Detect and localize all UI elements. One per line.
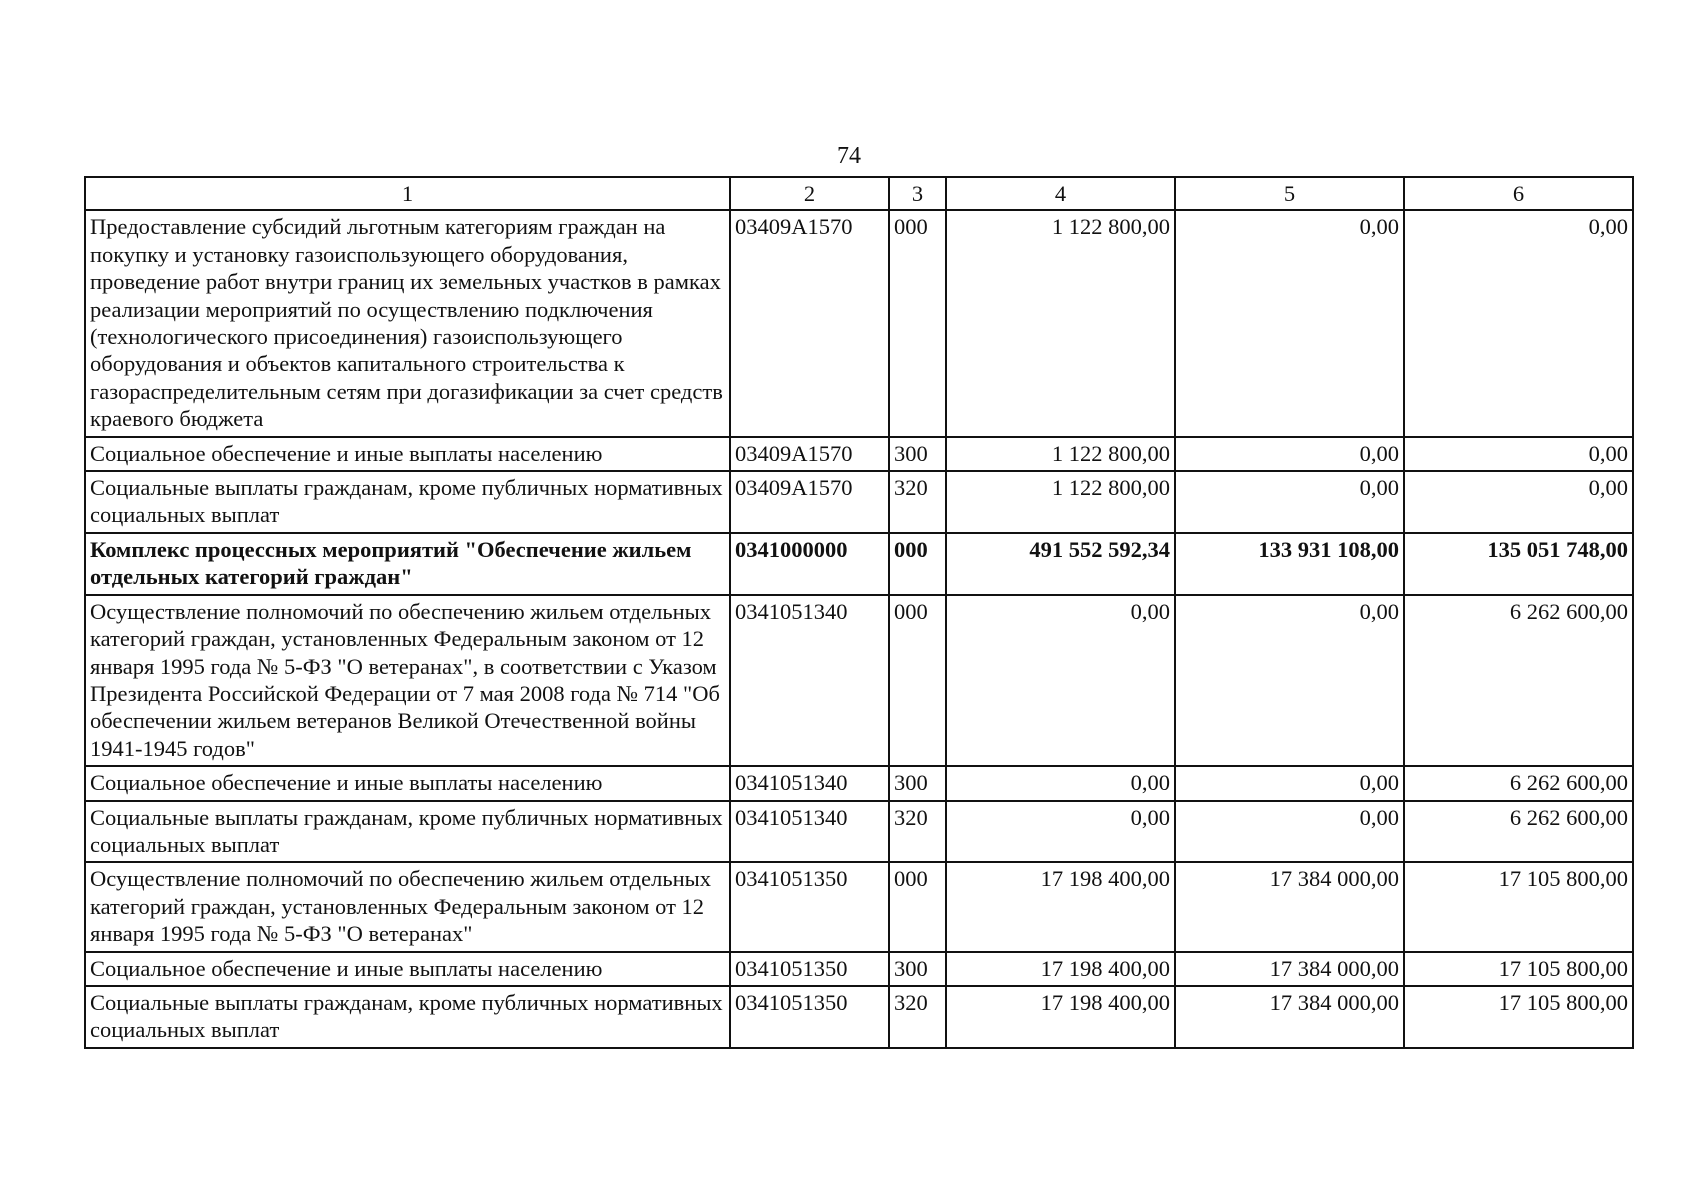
- table-row-section: [85, 533, 1633, 595]
- row-code: 0341051350: [730, 986, 889, 1048]
- row-name: Комплекс процессных мероприятий "Обеспечение жильем отдельных категорий граждан": [85, 533, 730, 595]
- row-name: Социальные выплаты гражданам, кроме публичных нормативных социальных выплат: [85, 986, 730, 1048]
- row-code: 0341000000: [730, 533, 889, 595]
- row-code: 0341051340: [730, 595, 889, 766]
- row-amount-col6: 6 262 600,00: [1404, 801, 1633, 863]
- row-amount-col5: 0,00: [1175, 801, 1404, 863]
- row-code: 0341051350: [730, 862, 889, 951]
- row-amount-col5: 17 384 000,00: [1175, 862, 1404, 951]
- row-code: 0341051340: [730, 766, 889, 800]
- row-amount-col4: 0,00: [946, 801, 1175, 863]
- table-header-row: [85, 177, 1633, 210]
- row-amount-col5: 0,00: [1175, 766, 1404, 800]
- row-amount-col4: 1 122 800,00: [946, 210, 1175, 436]
- row-expense-type: 320: [889, 471, 946, 533]
- row-expense-type: 000: [889, 533, 946, 595]
- row-name: Социальное обеспечение и иные выплаты населению: [85, 437, 730, 471]
- row-name: Социальные выплаты гражданам, кроме публичных нормативных социальных выплат: [85, 471, 730, 533]
- row-amount-col6: 0,00: [1404, 471, 1633, 533]
- row-code: 0341051340: [730, 801, 889, 863]
- column-header-1: 1: [85, 177, 730, 210]
- table-row: [85, 437, 1633, 471]
- row-expense-type: 000: [889, 862, 946, 951]
- row-expense-type: 320: [889, 801, 946, 863]
- row-amount-col5: 17 384 000,00: [1175, 952, 1404, 986]
- row-expense-type: 320: [889, 986, 946, 1048]
- row-amount-col4: 491 552 592,34: [946, 533, 1175, 595]
- row-code: 03409A1570: [730, 437, 889, 471]
- page-number: 74: [837, 143, 861, 169]
- row-amount-col5: 0,00: [1175, 210, 1404, 436]
- row-code: 03409A1570: [730, 210, 889, 436]
- row-amount-col5: 0,00: [1175, 471, 1404, 533]
- table-row: [85, 471, 1633, 533]
- row-amount-col4: 17 198 400,00: [946, 862, 1175, 951]
- row-amount-col6: 6 262 600,00: [1404, 595, 1633, 766]
- row-amount-col6: 17 105 800,00: [1404, 862, 1633, 951]
- row-name: Осуществление полномочий по обеспечению жильем отдельных категорий граждан, установленных Федеральным законом от 12 января 1995 года № 5-ФЗ "О ветеранах", в соответствии с Указом Президента Российской Федерации от 7 мая 2008 года № 714 "Об обеспечении жильем ветеранов Великой Отечественной войны 1941-1945 годов": [85, 595, 730, 766]
- table-row: [85, 595, 1633, 766]
- column-header-4: 4: [946, 177, 1175, 210]
- table-row: [85, 766, 1633, 800]
- row-name: Социальное обеспечение и иные выплаты населению: [85, 952, 730, 986]
- column-header-5: 5: [1175, 177, 1404, 210]
- row-expense-type: 300: [889, 952, 946, 986]
- row-amount-col6: 135 051 748,00: [1404, 533, 1633, 595]
- table-row: [85, 952, 1633, 986]
- row-name: Осуществление полномочий по обеспечению жильем отдельных категорий граждан, установленных Федеральным законом от 12 января 1995 года № 5-ФЗ "О ветеранах": [85, 862, 730, 951]
- column-header-6: 6: [1404, 177, 1633, 210]
- row-amount-col6: 17 105 800,00: [1404, 986, 1633, 1048]
- row-amount-col5: 0,00: [1175, 437, 1404, 471]
- row-amount-col6: 0,00: [1404, 210, 1633, 436]
- row-amount-col4: 1 122 800,00: [946, 437, 1175, 471]
- row-amount-col5: 0,00: [1175, 595, 1404, 766]
- row-amount-col6: 17 105 800,00: [1404, 952, 1633, 986]
- row-amount-col5: 133 931 108,00: [1175, 533, 1404, 595]
- row-expense-type: 300: [889, 766, 946, 800]
- row-amount-col4: 17 198 400,00: [946, 986, 1175, 1048]
- column-header-2: 2: [730, 177, 889, 210]
- table-row: [85, 210, 1633, 436]
- table-row: [85, 986, 1633, 1048]
- row-amount-col6: 0,00: [1404, 437, 1633, 471]
- row-amount-col4: 0,00: [946, 766, 1175, 800]
- row-name: Социальное обеспечение и иные выплаты населению: [85, 766, 730, 800]
- row-name: Предоставление субсидий льготным категориям граждан на покупку и установку газоиспользующего оборудования, проведение работ внутри границ их земельных участков в рамках реализации мероприятий по осуществлению подключения (технологического присоединения) газоиспользующего оборудования и объектов капитального строительства к газораспределительным сетям при догазификации за счет средств краевого бюджета: [85, 210, 730, 436]
- row-code: 03409A1570: [730, 471, 889, 533]
- budget-table: [84, 176, 1634, 1049]
- row-expense-type: 300: [889, 437, 946, 471]
- row-name: Социальные выплаты гражданам, кроме публичных нормативных социальных выплат: [85, 801, 730, 863]
- row-expense-type: 000: [889, 210, 946, 436]
- row-amount-col4: 1 122 800,00: [946, 471, 1175, 533]
- column-header-3: 3: [889, 177, 946, 210]
- row-amount-col5: 17 384 000,00: [1175, 986, 1404, 1048]
- row-amount-col4: 0,00: [946, 595, 1175, 766]
- row-expense-type: 000: [889, 595, 946, 766]
- table-row: [85, 862, 1633, 951]
- row-amount-col4: 17 198 400,00: [946, 952, 1175, 986]
- row-code: 0341051350: [730, 952, 889, 986]
- table-row: [85, 801, 1633, 863]
- row-amount-col6: 6 262 600,00: [1404, 766, 1633, 800]
